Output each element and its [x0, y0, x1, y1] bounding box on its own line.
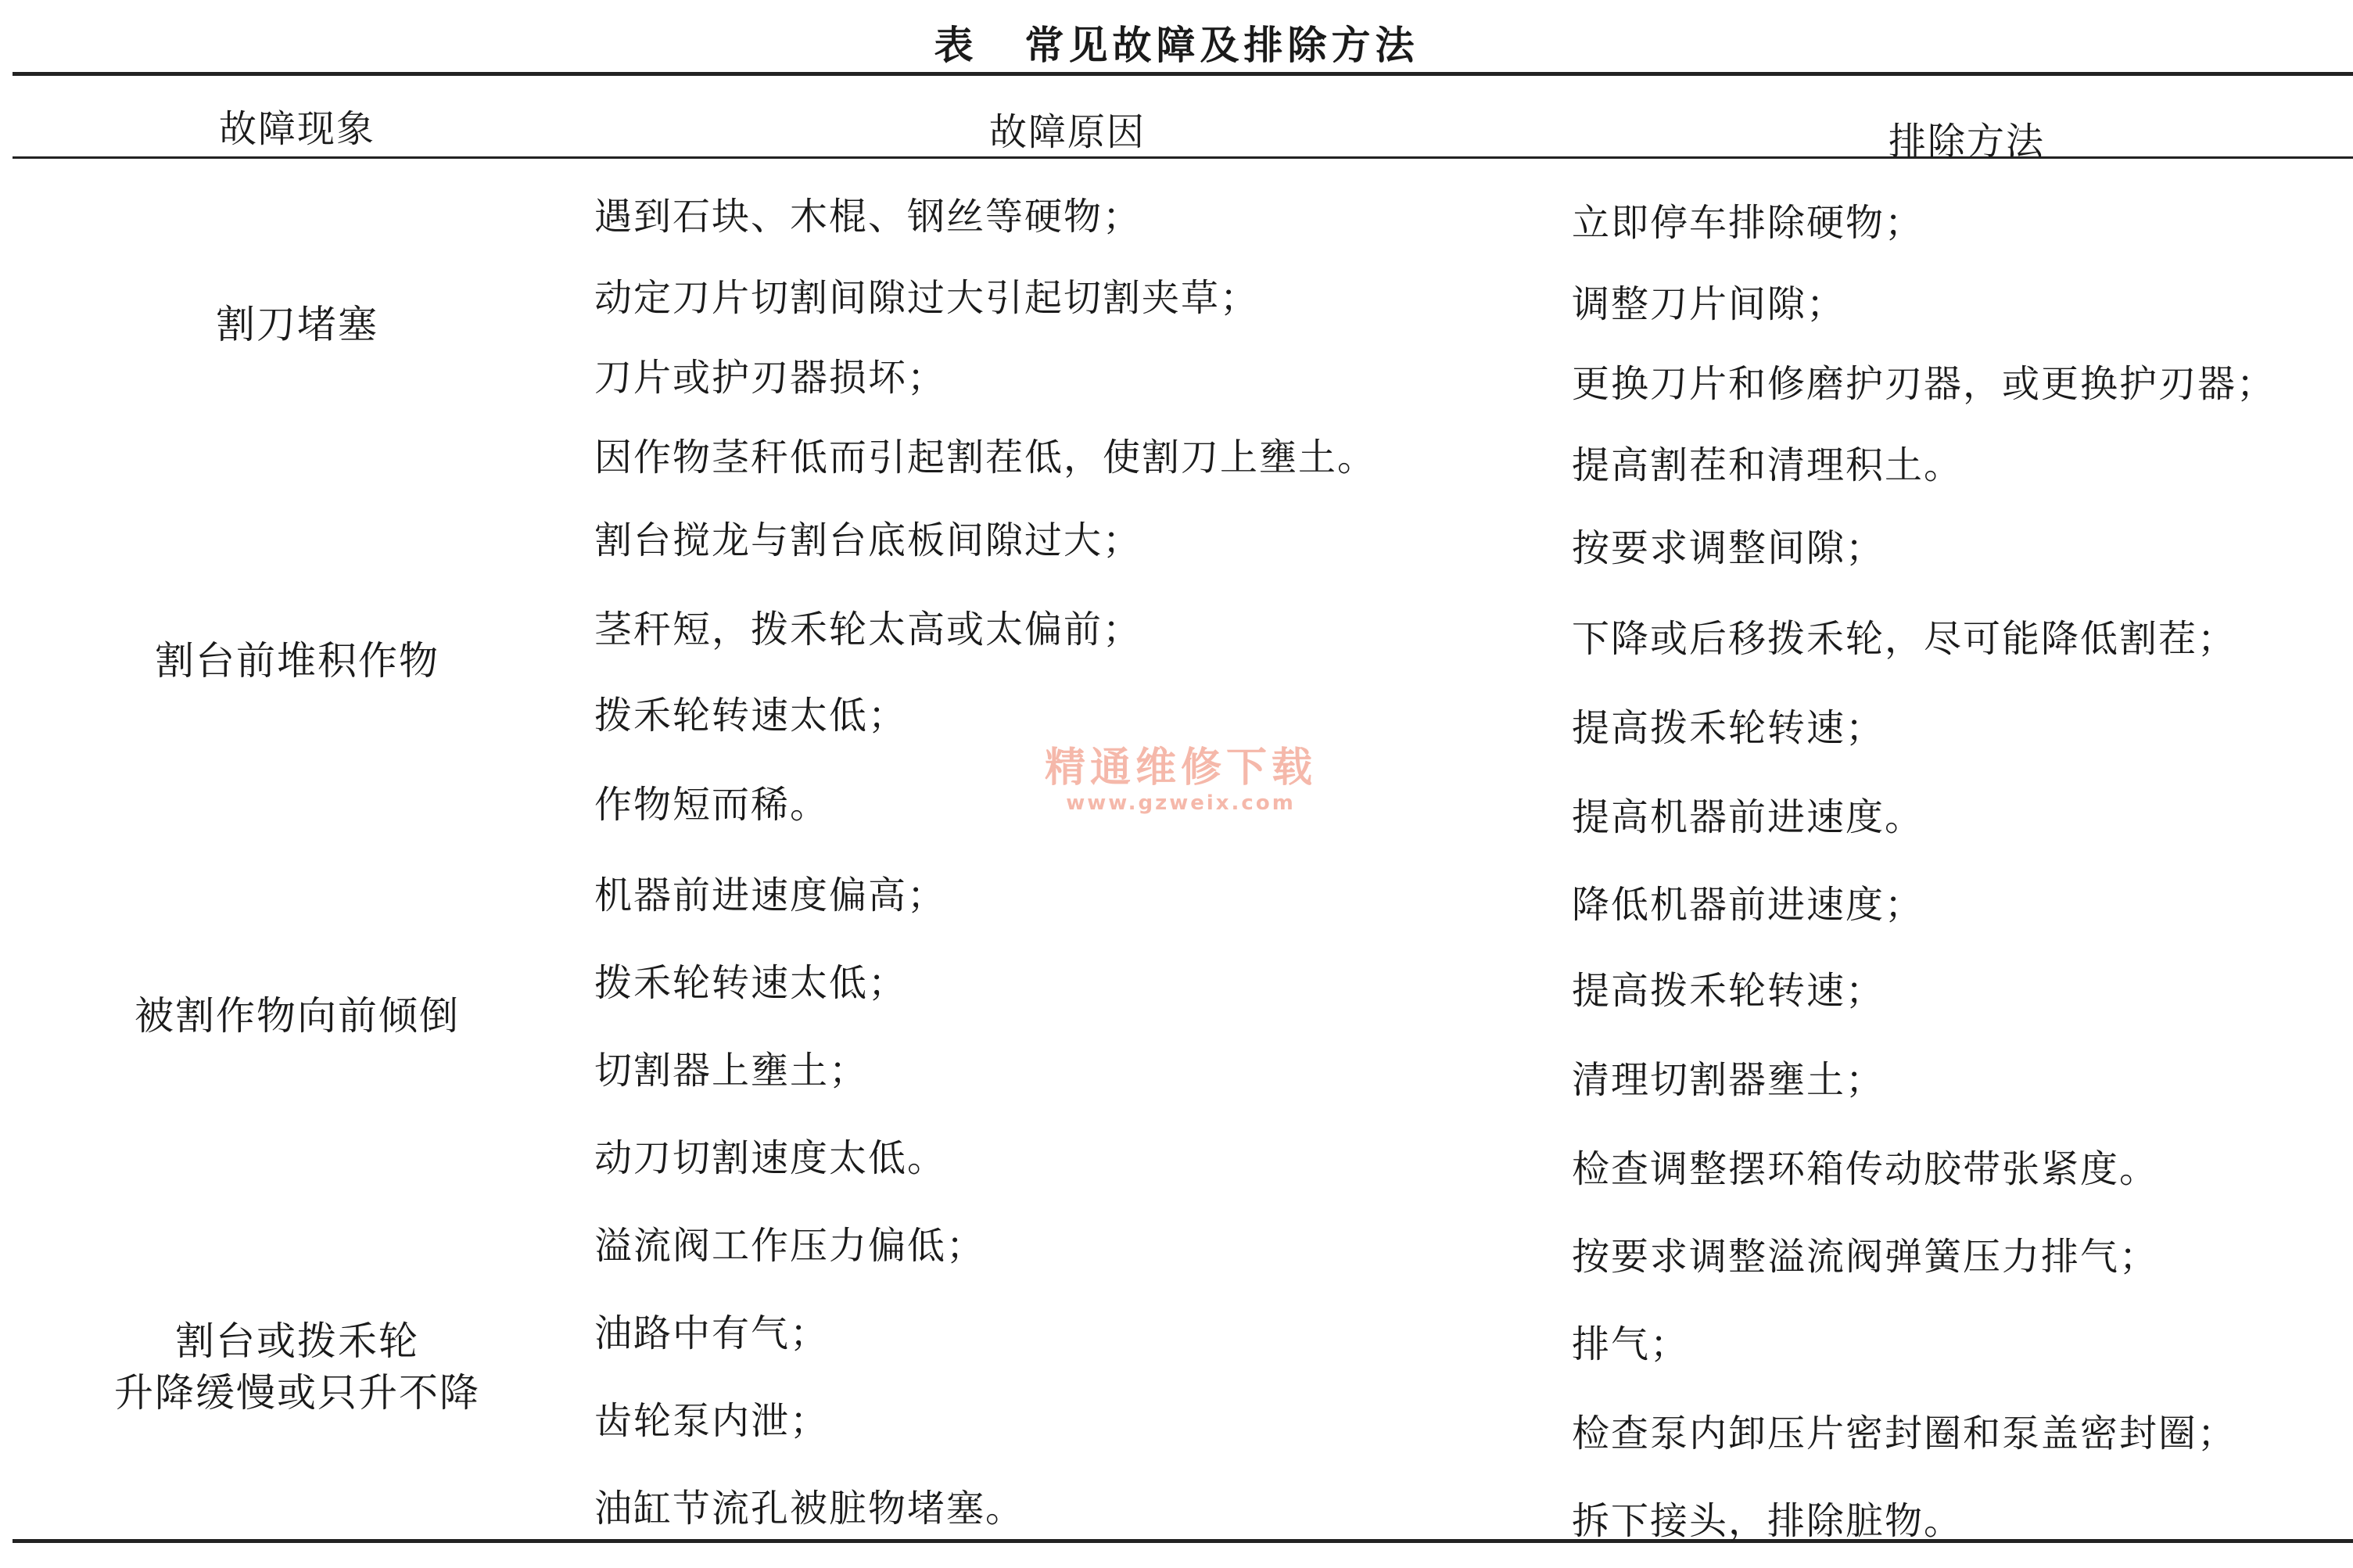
watermark-url: www.gzweix.com — [1066, 791, 1296, 815]
fix-line: 按要求调整溢流阀弹簧压力排气； — [1572, 1235, 2159, 1279]
cause-line: 动定刀片切割间隙过大引起切割夹草； — [594, 276, 1260, 320]
table-title-text: 常见故障及排除方法 — [1024, 23, 1419, 68]
cause-line: 油缸节流孔被脏物堵塞。 — [594, 1487, 1025, 1530]
cause-line: 遇到石块、木棍、钢丝等硬物； — [594, 195, 1142, 239]
symptom-line: 割台或拨禾轮 — [175, 1319, 419, 1364]
symptom-line: 升降缓慢或只升不降 — [114, 1370, 480, 1416]
header-cause: 故障原因 — [988, 110, 1146, 154]
fix-line: 调整刀片间隙； — [1572, 282, 1846, 326]
symptom-cell — [47, 1315, 547, 1419]
cause-line: 因作物茎秆低而引起割茬低，使割刀上壅土。 — [594, 436, 1377, 479]
fix-line: 检查调整摆环箱传动胶带张紧度。 — [1572, 1147, 2159, 1191]
fix-line: 拆下接头，排除脏物。 — [1572, 1499, 1964, 1543]
fix-line: 下降或后移拨禾轮，尽可能降低割茬； — [1572, 617, 2237, 661]
cause-line: 拨禾轮转速太低； — [594, 694, 908, 737]
fix-line: 按要求调整间隙； — [1572, 526, 1885, 570]
symptom-cell: 割台前堆积作物 — [155, 638, 439, 684]
fix-line: 提高拨禾轮转速； — [1572, 969, 1885, 1013]
fix-line: 立即停车排除硬物； — [1572, 201, 1924, 245]
top-rule — [13, 72, 2353, 76]
watermark — [1009, 745, 1353, 815]
cause-line: 油路中有气； — [594, 1311, 830, 1355]
bottom-rule — [13, 1539, 2353, 1543]
symptom-cell: 割刀堵塞 — [216, 302, 378, 347]
cause-line: 拨禾轮转速太低； — [594, 961, 908, 1005]
fix-line: 排气； — [1572, 1322, 1690, 1366]
cause-line: 茎秆短，拨禾轮太高或太偏前； — [594, 608, 1142, 651]
cause-line: 切割器上壅土； — [594, 1049, 869, 1093]
fix-line: 更换刀片和修磨护刃器，或更换护刃器； — [1572, 362, 2276, 406]
cause-line: 割台搅龙与割台底板间隙过大； — [594, 518, 1142, 562]
fix-line: 提高机器前进速度。 — [1572, 795, 1924, 839]
cause-line: 作物短而稀。 — [594, 783, 830, 827]
header-fix: 排除方法 — [1888, 120, 2045, 163]
cause-line: 动刀切割速度太低。 — [594, 1136, 947, 1180]
header-symptom: 故障现象 — [218, 107, 375, 151]
symptom-cell: 被割作物向前倾倒 — [135, 993, 460, 1039]
cause-line: 刀片或护刃器损坏； — [594, 356, 947, 400]
fix-line: 提高拨禾轮转速； — [1572, 706, 1885, 750]
fix-line: 清理切割器壅土； — [1572, 1058, 1885, 1102]
cause-line: 溢流阀工作压力偏低； — [594, 1224, 986, 1268]
table-title-label: 表 — [934, 23, 978, 68]
cause-line: 齿轮泵内泄； — [594, 1399, 830, 1443]
table-title — [0, 14, 2353, 70]
fix-line: 提高割茬和清理积土。 — [1572, 443, 1964, 487]
fix-line: 降低机器前进速度； — [1572, 883, 1924, 927]
fix-line: 检查泵内卸压片密封圈和泵盖密封圈； — [1572, 1412, 2237, 1455]
cause-line: 机器前进速度偏高； — [594, 874, 947, 917]
watermark-text: 精通维修下载 — [1044, 745, 1317, 791]
